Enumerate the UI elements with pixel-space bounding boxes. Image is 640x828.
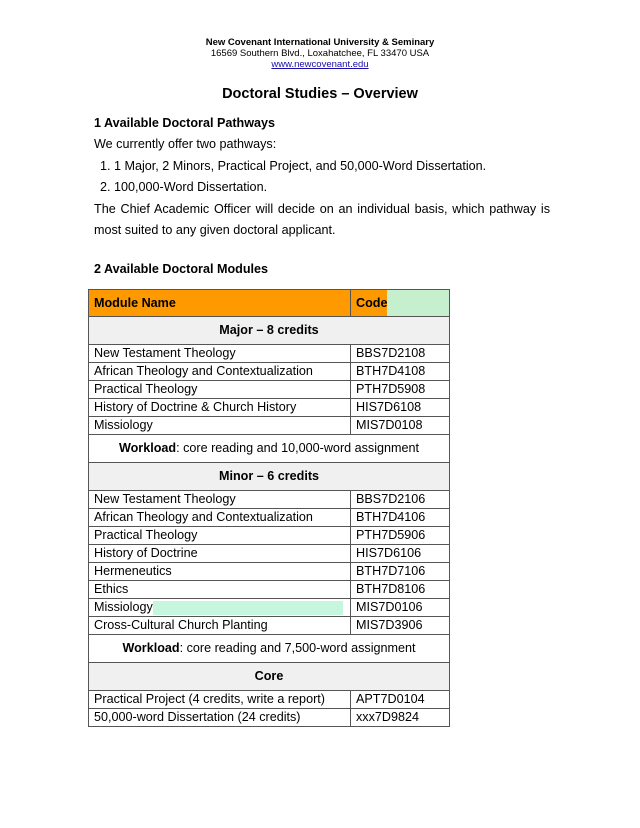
- pathways-intro: We currently offer two pathways:: [94, 137, 277, 151]
- modules-table: [88, 289, 450, 727]
- page-title: Doctoral Studies – Overview: [222, 86, 418, 102]
- table-row: Hermeneutics BTH7D7106: [89, 563, 450, 581]
- column-header-code: Code: [351, 290, 450, 317]
- minor-workload: Workload: core reading and 7,500-word assignment: [89, 635, 450, 663]
- org-address: 16569 Southern Blvd., Loxahatchee, FL 33470 USA: [210, 48, 430, 59]
- table-row: History of Doctrine HIS7D6106: [89, 545, 450, 563]
- table-row: 50,000-word Dissertation (24 credits) xxx7D9824: [89, 709, 450, 727]
- minor-heading: Minor – 6 credits: [89, 463, 450, 491]
- pathways-section: [94, 115, 550, 277]
- pathway-item: 2. 100,000-Word Dissertation.: [114, 177, 550, 199]
- highlight-block: [387, 290, 449, 316]
- section2-heading: 2 Available Doctoral Modules: [94, 261, 269, 276]
- pathway-list: [94, 156, 550, 199]
- table-row: African Theology and Contextualization BTH7D4108: [89, 363, 450, 381]
- core-heading: Core: [89, 663, 450, 691]
- column-header-name: Module Name: [89, 290, 351, 317]
- major-heading: Major – 8 credits: [89, 317, 450, 345]
- website-link[interactable]: www.newcovenant.edu: [271, 59, 369, 70]
- pathway-note: The Chief Academic Officer will decide on an individual basis, which pathway is most suited to any given doctoral applicant.: [94, 201, 550, 237]
- highlight-block: [153, 601, 343, 615]
- table-row: History of Doctrine & Church History HIS7D6108: [89, 399, 450, 417]
- table-row: New Testament Theology BBS7D2108: [89, 345, 450, 363]
- pathway-item: 1. 1 Major, 2 Minors, Practical Project, and 50,000-Word Dissertation.: [114, 156, 550, 178]
- letterhead: [0, 37, 640, 70]
- org-name: New Covenant International University & Seminary: [205, 37, 435, 48]
- table-row: Missiology MIS7D0106: [89, 599, 450, 617]
- table-row: Missiology MIS7D0108: [89, 417, 450, 435]
- table-row: Ethics BTH7D8106: [89, 581, 450, 599]
- table-row: African Theology and Contextualization BTH7D4106: [89, 509, 450, 527]
- table-row: Practical Theology PTH7D5906: [89, 527, 450, 545]
- table-row: New Testament Theology BBS7D2106: [89, 491, 450, 509]
- table-row: Cross-Cultural Church Planting MIS7D3906: [89, 617, 450, 635]
- section1-heading: 1 Available Doctoral Pathways: [94, 116, 276, 130]
- table-row: Practical Theology PTH7D5908: [89, 381, 450, 399]
- table-row: Practical Project (4 credits, write a report) APT7D0104: [89, 691, 450, 709]
- major-workload: Workload: core reading and 10,000-word assignment: [89, 435, 450, 463]
